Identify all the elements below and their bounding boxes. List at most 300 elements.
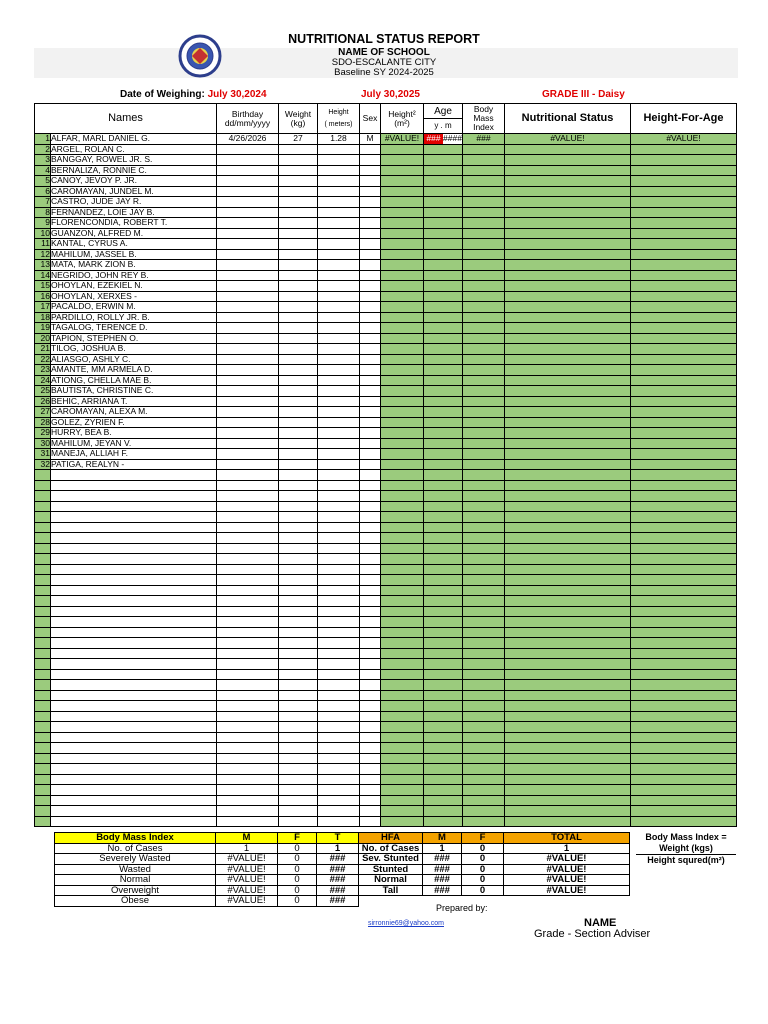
row-number[interactable]: 22	[35, 354, 51, 365]
bmi-cell[interactable]	[463, 575, 505, 586]
age-cell[interactable]	[424, 638, 463, 649]
student-name[interactable]	[51, 470, 217, 481]
nutritional-status-cell[interactable]	[505, 428, 631, 439]
height-for-age-cell[interactable]	[631, 617, 737, 628]
nutritional-status-cell[interactable]	[505, 176, 631, 187]
height-cell[interactable]	[318, 606, 360, 617]
sex-cell[interactable]	[360, 711, 381, 722]
height-for-age-cell[interactable]	[631, 449, 737, 460]
student-name[interactable]	[51, 596, 217, 607]
row-number[interactable]	[35, 711, 51, 722]
sex-cell[interactable]	[360, 260, 381, 271]
row-number[interactable]	[35, 795, 51, 806]
height-for-age-cell[interactable]	[631, 207, 737, 218]
height2-cell[interactable]	[381, 260, 424, 271]
height2-cell[interactable]	[381, 585, 424, 596]
height-for-age-cell[interactable]	[631, 648, 737, 659]
bmi-cell[interactable]	[463, 785, 505, 796]
bmi-cell[interactable]	[463, 312, 505, 323]
height2-cell[interactable]	[381, 228, 424, 239]
row-number[interactable]: 23	[35, 365, 51, 376]
sex-cell[interactable]	[360, 155, 381, 166]
sex-cell[interactable]	[360, 176, 381, 187]
age-cell[interactable]	[424, 659, 463, 670]
height-cell[interactable]	[318, 543, 360, 554]
student-name[interactable]	[51, 680, 217, 691]
height2-cell[interactable]	[381, 249, 424, 260]
height2-cell[interactable]	[381, 617, 424, 628]
sex-cell[interactable]	[360, 816, 381, 827]
row-number[interactable]: 12	[35, 249, 51, 260]
weight-cell[interactable]	[279, 816, 318, 827]
row-number[interactable]	[35, 690, 51, 701]
bmi-cell[interactable]	[463, 722, 505, 733]
weight-cell[interactable]	[279, 617, 318, 628]
height-for-age-cell[interactable]	[631, 795, 737, 806]
row-number[interactable]	[35, 512, 51, 523]
sex-cell[interactable]	[360, 764, 381, 775]
height2-cell[interactable]	[381, 648, 424, 659]
row-number[interactable]	[35, 522, 51, 533]
nutritional-status-cell[interactable]	[505, 207, 631, 218]
age-cell[interactable]	[424, 585, 463, 596]
student-name[interactable]	[51, 732, 217, 743]
student-name[interactable]	[51, 743, 217, 754]
birthday-cell[interactable]	[217, 501, 279, 512]
weight-cell[interactable]	[279, 659, 318, 670]
bmi-cell[interactable]	[463, 344, 505, 355]
height-for-age-cell[interactable]	[631, 407, 737, 418]
height2-cell[interactable]	[381, 816, 424, 827]
sex-cell[interactable]	[360, 323, 381, 334]
nutritional-status-cell[interactable]	[505, 459, 631, 470]
bmi-cell[interactable]	[463, 648, 505, 659]
student-name[interactable]	[51, 522, 217, 533]
sex-cell[interactable]	[360, 165, 381, 176]
bmi-cell[interactable]	[463, 543, 505, 554]
age-cell[interactable]	[424, 774, 463, 785]
weight-cell[interactable]	[279, 711, 318, 722]
height-for-age-cell[interactable]	[631, 428, 737, 439]
nutritional-status-cell[interactable]	[505, 249, 631, 260]
row-number[interactable]	[35, 753, 51, 764]
bmi-cell[interactable]	[463, 165, 505, 176]
row-number[interactable]	[35, 806, 51, 817]
sex-cell[interactable]	[360, 428, 381, 439]
weight-cell[interactable]	[279, 785, 318, 796]
height-cell[interactable]	[318, 270, 360, 281]
bmi-cell[interactable]	[463, 386, 505, 397]
weight-cell[interactable]	[279, 470, 318, 481]
student-name[interactable]: CAROMAYAN, ALEXA M.	[51, 407, 217, 418]
height2-cell[interactable]	[381, 627, 424, 638]
age-cell[interactable]	[424, 302, 463, 313]
nutritional-status-cell[interactable]	[505, 491, 631, 502]
sex-cell[interactable]	[360, 554, 381, 565]
height2-cell[interactable]	[381, 596, 424, 607]
weight-cell[interactable]	[279, 638, 318, 649]
weight-cell[interactable]	[279, 764, 318, 775]
bmi-cell[interactable]	[463, 764, 505, 775]
height-for-age-cell[interactable]	[631, 680, 737, 691]
row-number[interactable]: 13	[35, 260, 51, 271]
student-name[interactable]: MANEJA, ALLIAH F.	[51, 449, 217, 460]
weight-cell[interactable]	[279, 806, 318, 817]
row-number[interactable]	[35, 680, 51, 691]
height2-cell[interactable]	[381, 302, 424, 313]
height-for-age-cell[interactable]	[631, 354, 737, 365]
height2-cell[interactable]	[381, 701, 424, 712]
height2-cell[interactable]	[381, 774, 424, 785]
height-for-age-cell[interactable]	[631, 228, 737, 239]
age-cell[interactable]	[424, 386, 463, 397]
row-number[interactable]: 2	[35, 144, 51, 155]
student-name[interactable]: CANOY, JEVOY P. JR.	[51, 176, 217, 187]
nutritional-status-cell[interactable]	[505, 701, 631, 712]
height2-cell[interactable]	[381, 218, 424, 229]
bmi-cell[interactable]	[463, 428, 505, 439]
sex-cell[interactable]	[360, 480, 381, 491]
nutritional-status-cell[interactable]	[505, 501, 631, 512]
row-number[interactable]	[35, 564, 51, 575]
weight-cell[interactable]	[279, 365, 318, 376]
bmi-cell[interactable]	[463, 480, 505, 491]
birthday-cell[interactable]	[217, 722, 279, 733]
height2-cell[interactable]	[381, 207, 424, 218]
age-cell[interactable]	[424, 701, 463, 712]
height2-cell[interactable]	[381, 722, 424, 733]
age-cell[interactable]	[424, 764, 463, 775]
row-number[interactable]: 24	[35, 375, 51, 386]
height-cell[interactable]	[318, 417, 360, 428]
row-number[interactable]: 15	[35, 281, 51, 292]
birthday-cell[interactable]	[217, 239, 279, 250]
height-for-age-cell[interactable]	[631, 512, 737, 523]
birthday-cell[interactable]	[217, 680, 279, 691]
age-cell[interactable]	[424, 743, 463, 754]
birthday-cell[interactable]	[217, 785, 279, 796]
nutritional-status-cell[interactable]	[505, 764, 631, 775]
row-number[interactable]	[35, 533, 51, 544]
height-cell[interactable]	[318, 764, 360, 775]
birthday-cell[interactable]	[217, 564, 279, 575]
sex-cell[interactable]	[360, 743, 381, 754]
row-number[interactable]: 18	[35, 312, 51, 323]
birthday-cell[interactable]	[217, 302, 279, 313]
birthday-cell[interactable]	[217, 648, 279, 659]
student-name[interactable]	[51, 669, 217, 680]
height-for-age-cell[interactable]	[631, 554, 737, 565]
bmi-cell[interactable]	[463, 501, 505, 512]
nutritional-status-cell[interactable]	[505, 438, 631, 449]
height-cell[interactable]	[318, 333, 360, 344]
birthday-cell[interactable]	[217, 291, 279, 302]
birthday-cell[interactable]	[217, 144, 279, 155]
birthday-cell[interactable]	[217, 753, 279, 764]
nutritional-status-cell[interactable]	[505, 375, 631, 386]
student-name[interactable]	[51, 617, 217, 628]
height-cell[interactable]	[318, 480, 360, 491]
height-for-age-cell[interactable]	[631, 470, 737, 481]
birthday-cell[interactable]	[217, 333, 279, 344]
weight-cell[interactable]	[279, 701, 318, 712]
birthday-cell[interactable]	[217, 396, 279, 407]
height-cell[interactable]	[318, 638, 360, 649]
height-for-age-cell[interactable]	[631, 291, 737, 302]
height-for-age-cell[interactable]	[631, 743, 737, 754]
bmi-cell[interactable]	[463, 155, 505, 166]
birthday-cell[interactable]	[217, 512, 279, 523]
sex-cell[interactable]	[360, 375, 381, 386]
sex-cell[interactable]	[360, 690, 381, 701]
height2-cell[interactable]	[381, 564, 424, 575]
bmi-cell[interactable]: ###	[463, 134, 505, 145]
bmi-cell[interactable]	[463, 291, 505, 302]
sex-cell[interactable]	[360, 785, 381, 796]
age-cell[interactable]	[424, 165, 463, 176]
height-for-age-cell[interactable]	[631, 606, 737, 617]
nutritional-status-cell[interactable]	[505, 638, 631, 649]
age-cell[interactable]	[424, 711, 463, 722]
row-number[interactable]	[35, 659, 51, 670]
bmi-cell[interactable]	[463, 596, 505, 607]
row-number[interactable]: 26	[35, 396, 51, 407]
height-cell[interactable]	[318, 491, 360, 502]
student-name[interactable]: MATA, MARK ZION B.	[51, 260, 217, 271]
student-name[interactable]: BANGGAY, ROWEL JR. S.	[51, 155, 217, 166]
height-cell[interactable]	[318, 753, 360, 764]
bmi-cell[interactable]	[463, 638, 505, 649]
height-cell[interactable]	[318, 795, 360, 806]
height-cell[interactable]	[318, 155, 360, 166]
weight-cell[interactable]	[279, 165, 318, 176]
height-cell[interactable]	[318, 711, 360, 722]
bmi-cell[interactable]	[463, 627, 505, 638]
height-cell[interactable]	[318, 459, 360, 470]
nutritional-status-cell[interactable]	[505, 533, 631, 544]
student-name[interactable]	[51, 627, 217, 638]
birthday-cell[interactable]	[217, 270, 279, 281]
bmi-cell[interactable]	[463, 186, 505, 197]
row-number[interactable]	[35, 470, 51, 481]
email-link[interactable]: sirronnie69@yahoo.com	[368, 920, 444, 927]
nutritional-status-cell[interactable]	[505, 575, 631, 586]
row-number[interactable]	[35, 648, 51, 659]
birthday-cell[interactable]	[217, 816, 279, 827]
age-cell[interactable]	[424, 228, 463, 239]
height-for-age-cell[interactable]	[631, 575, 737, 586]
student-name[interactable]	[51, 533, 217, 544]
weight-cell[interactable]	[279, 333, 318, 344]
height2-cell[interactable]	[381, 785, 424, 796]
age-cell[interactable]	[424, 218, 463, 229]
row-number[interactable]: 25	[35, 386, 51, 397]
weight-cell[interactable]	[279, 186, 318, 197]
bmi-cell[interactable]	[463, 680, 505, 691]
sex-cell[interactable]	[360, 732, 381, 743]
row-number[interactable]: 16	[35, 291, 51, 302]
height-for-age-cell[interactable]	[631, 386, 737, 397]
birthday-cell[interactable]	[217, 606, 279, 617]
row-number[interactable]: 29	[35, 428, 51, 439]
age-cell[interactable]	[424, 501, 463, 512]
age-cell[interactable]	[424, 648, 463, 659]
sex-cell[interactable]	[360, 543, 381, 554]
student-name[interactable]: PARDILLO, ROLLY JR. B.	[51, 312, 217, 323]
student-name[interactable]	[51, 564, 217, 575]
height-cell[interactable]	[318, 470, 360, 481]
student-name[interactable]: ARGEL, ROLAN C.	[51, 144, 217, 155]
student-name[interactable]: TAPION, STEPHEN O.	[51, 333, 217, 344]
height2-cell[interactable]	[381, 575, 424, 586]
height-cell[interactable]	[318, 669, 360, 680]
birthday-cell[interactable]	[217, 659, 279, 670]
height-for-age-cell[interactable]	[631, 260, 737, 271]
student-name[interactable]	[51, 543, 217, 554]
sex-cell[interactable]	[360, 459, 381, 470]
birthday-cell[interactable]	[217, 480, 279, 491]
birthday-cell[interactable]	[217, 690, 279, 701]
bmi-cell[interactable]	[463, 218, 505, 229]
weight-cell[interactable]	[279, 260, 318, 271]
weight-cell[interactable]	[279, 795, 318, 806]
student-name[interactable]: CASTRO, JUDE JAY R.	[51, 197, 217, 208]
height-cell[interactable]	[318, 659, 360, 670]
height2-cell[interactable]	[381, 281, 424, 292]
birthday-cell[interactable]	[217, 249, 279, 260]
age-cell[interactable]	[424, 176, 463, 187]
weight-cell[interactable]	[279, 396, 318, 407]
bmi-cell[interactable]	[463, 417, 505, 428]
sex-cell[interactable]	[360, 417, 381, 428]
age-cell[interactable]	[424, 428, 463, 439]
birthday-cell[interactable]	[217, 795, 279, 806]
height-cell[interactable]	[318, 701, 360, 712]
bmi-cell[interactable]	[463, 470, 505, 481]
row-number[interactable]: 30	[35, 438, 51, 449]
sex-cell[interactable]	[360, 659, 381, 670]
student-name[interactable]: GUANZON, ALFRED M.	[51, 228, 217, 239]
height-cell[interactable]	[318, 774, 360, 785]
student-name[interactable]: BEHIC, ARRIANA T.	[51, 396, 217, 407]
bmi-cell[interactable]	[463, 302, 505, 313]
birthday-cell[interactable]	[217, 428, 279, 439]
nutritional-status-cell[interactable]	[505, 228, 631, 239]
height-cell[interactable]	[318, 732, 360, 743]
student-name[interactable]: GOLEZ, ZYRIEN F.	[51, 417, 217, 428]
student-name[interactable]: TILOG, JOSHUA B.	[51, 344, 217, 355]
sex-cell[interactable]	[360, 333, 381, 344]
height2-cell[interactable]	[381, 375, 424, 386]
weight-cell[interactable]	[279, 606, 318, 617]
row-number[interactable]: 8	[35, 207, 51, 218]
height2-cell[interactable]	[381, 396, 424, 407]
height-cell[interactable]	[318, 407, 360, 418]
weight-cell[interactable]	[279, 354, 318, 365]
nutritional-status-cell[interactable]	[505, 239, 631, 250]
birthday-cell[interactable]	[217, 281, 279, 292]
row-number[interactable]	[35, 638, 51, 649]
age-cell[interactable]	[424, 365, 463, 376]
student-name[interactable]: CAROMAYAN, JUNDEL M.	[51, 186, 217, 197]
weight-cell[interactable]	[279, 743, 318, 754]
weight-cell[interactable]	[279, 449, 318, 460]
birthday-cell[interactable]	[217, 417, 279, 428]
height2-cell[interactable]	[381, 680, 424, 691]
height2-cell[interactable]	[381, 270, 424, 281]
height-cell[interactable]	[318, 375, 360, 386]
sex-cell[interactable]	[360, 617, 381, 628]
row-number[interactable]: 19	[35, 323, 51, 334]
bmi-cell[interactable]	[463, 512, 505, 523]
age-cell[interactable]	[424, 732, 463, 743]
height-for-age-cell[interactable]	[631, 722, 737, 733]
nutritional-status-cell[interactable]	[505, 564, 631, 575]
nutritional-status-cell[interactable]: #VALUE!	[505, 134, 631, 145]
height-for-age-cell[interactable]	[631, 627, 737, 638]
age-cell[interactable]	[424, 344, 463, 355]
birthday-cell[interactable]	[217, 386, 279, 397]
height2-cell[interactable]	[381, 428, 424, 439]
bmi-cell[interactable]	[463, 354, 505, 365]
age-cell[interactable]	[424, 533, 463, 544]
height-for-age-cell[interactable]: #VALUE!	[631, 134, 737, 145]
row-number[interactable]: 17	[35, 302, 51, 313]
birthday-cell[interactable]	[217, 596, 279, 607]
sex-cell[interactable]	[360, 207, 381, 218]
nutritional-status-cell[interactable]	[505, 480, 631, 491]
weight-cell[interactable]: 27	[279, 134, 318, 145]
height2-cell[interactable]	[381, 323, 424, 334]
height-for-age-cell[interactable]	[631, 585, 737, 596]
height-for-age-cell[interactable]	[631, 732, 737, 743]
bmi-cell[interactable]	[463, 407, 505, 418]
sex-cell[interactable]	[360, 564, 381, 575]
birthday-cell[interactable]	[217, 491, 279, 502]
sex-cell[interactable]	[360, 722, 381, 733]
birthday-cell[interactable]	[217, 711, 279, 722]
birthday-cell[interactable]	[217, 312, 279, 323]
sex-cell[interactable]: M	[360, 134, 381, 145]
height2-cell[interactable]	[381, 512, 424, 523]
height-cell[interactable]	[318, 449, 360, 460]
height-cell[interactable]	[318, 207, 360, 218]
weight-cell[interactable]	[279, 291, 318, 302]
birthday-cell[interactable]	[217, 732, 279, 743]
height-for-age-cell[interactable]	[631, 365, 737, 376]
sex-cell[interactable]	[360, 270, 381, 281]
birthday-cell[interactable]	[217, 638, 279, 649]
height2-cell[interactable]	[381, 165, 424, 176]
sex-cell[interactable]	[360, 585, 381, 596]
sex-cell[interactable]	[360, 753, 381, 764]
row-number[interactable]: 9	[35, 218, 51, 229]
student-name[interactable]: OHOYLAN, XERXES -	[51, 291, 217, 302]
sex-cell[interactable]	[360, 365, 381, 376]
student-name[interactable]: ALFAR, MARL DANIEL G.	[51, 134, 217, 145]
student-name[interactable]: MAHILUM, JEYAN V.	[51, 438, 217, 449]
nutritional-status-cell[interactable]	[505, 312, 631, 323]
weight-cell[interactable]	[279, 627, 318, 638]
age-cell[interactable]	[424, 543, 463, 554]
row-number[interactable]	[35, 701, 51, 712]
nutritional-status-cell[interactable]	[505, 323, 631, 334]
height-cell[interactable]	[318, 386, 360, 397]
bmi-cell[interactable]	[463, 375, 505, 386]
age-cell[interactable]	[424, 617, 463, 628]
sex-cell[interactable]	[360, 806, 381, 817]
nutritional-status-cell[interactable]	[505, 627, 631, 638]
